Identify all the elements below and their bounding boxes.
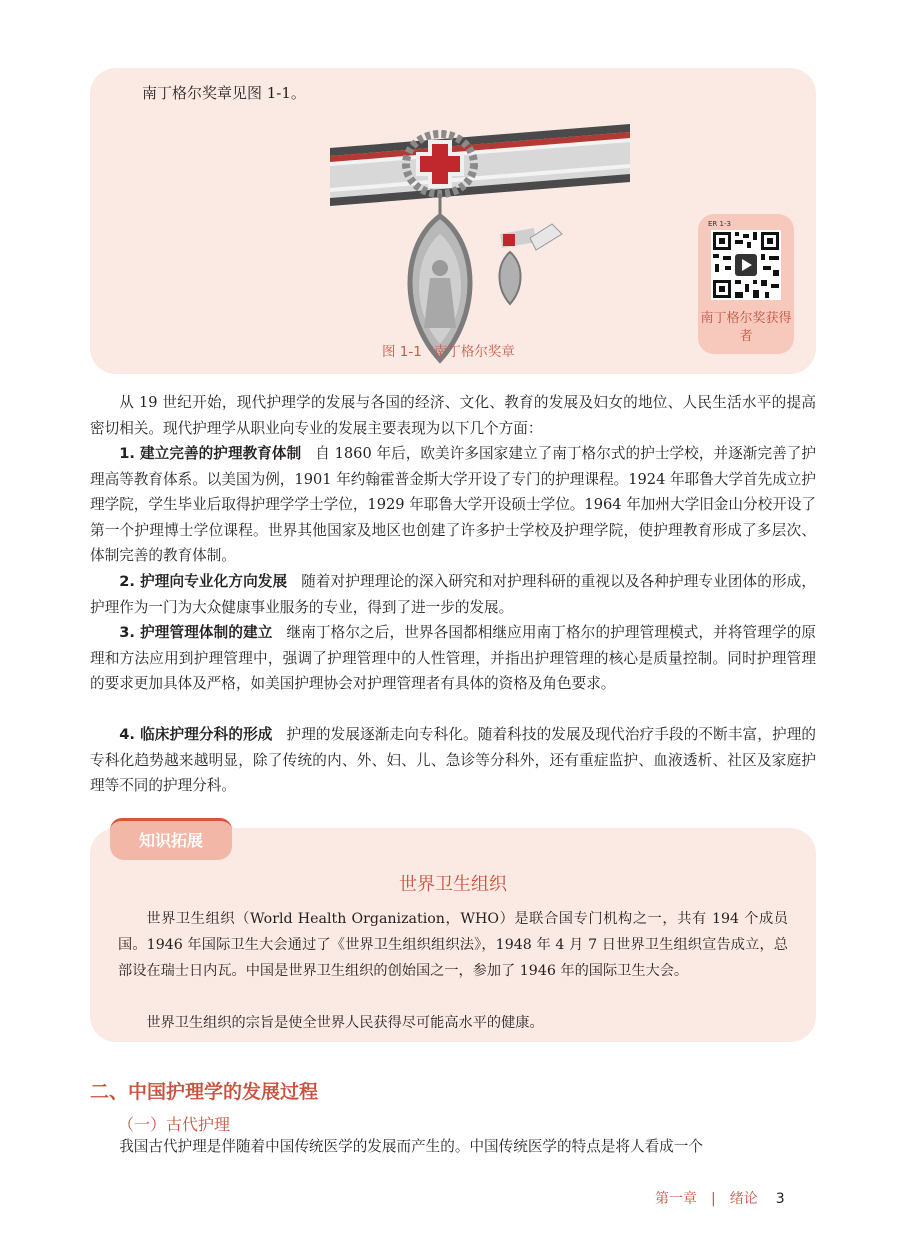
footer-title: 绪论 xyxy=(729,1191,758,1207)
body-item-3 xyxy=(90,620,816,697)
item-2-text: 随着对护理理论的深入研究和对护理科研的重视以及各种护理专业团体的形成，护理作为一门为大众健康事业服务的专业，得到了进一步的发展。 xyxy=(90,573,816,616)
item-3-title: 3. 护理管理体制的建立 xyxy=(119,624,273,641)
body-item-4 xyxy=(90,722,816,799)
wreath-cross-icon xyxy=(406,134,474,194)
item-4-title: 4. 临床护理分科的形成 xyxy=(119,726,273,743)
body-item-1 xyxy=(90,441,816,569)
medal-ribbon xyxy=(330,124,630,206)
item-1-title: 1. 建立完善的护理教育体制 xyxy=(119,445,302,462)
section-heading: 二、中国护理学的发展过程 xyxy=(90,1081,319,1103)
footer-separator: | xyxy=(711,1191,716,1207)
knowledge-paragraph-2: 世界卫生组织的宗旨是使全世界人民获得尽可能高水平的健康。 xyxy=(146,1015,544,1031)
knowledge-box xyxy=(90,828,816,1042)
body-paragraph-intro: 从 19 世纪开始，现代护理学的发展与各国的经济、文化、教育的发展及妇女的地位、人民生活水平的提高密切相关。现代护理学从职业向专业的发展主要表现为以下几个方面： xyxy=(90,394,816,437)
item-2-title: 2. 护理向专业化方向发展 xyxy=(119,573,288,590)
footer-chapter: 第一章 xyxy=(655,1191,697,1207)
figure-box xyxy=(90,68,816,374)
page-footer xyxy=(655,1188,785,1208)
qr-code-caption: 南丁格尔奖获得者 xyxy=(700,311,792,344)
item-3-text: 继南丁格尔之后，世界各国都相继应用南丁格尔的护理管理模式，并将管理学的原理和方法应用到护理管理中，强调了护理管理中的人性管理，并指出护理管理的核心是质量控制。同时护理管理的要求更加具体及严格，如美国护理协会对护理管理者有具体的资格及角色要求。 xyxy=(90,624,816,692)
knowledge-tab: 知识拓展 xyxy=(110,818,232,860)
page-number: 3 xyxy=(775,1191,785,1207)
figure-caption-text: 南丁格尔奖章 xyxy=(433,344,515,360)
qr-code-icon[interactable] xyxy=(711,230,781,300)
qr-code-card[interactable] xyxy=(698,214,794,354)
knowledge-title: 世界卫生组织 xyxy=(399,874,507,895)
knowledge-paragraph-1: 世界卫生组织（World Health Organization，WHO）是联合国专门机构之一，共有 194 个成员国。1946 年国际卫生大会通过了《世界卫生组织组织法》，1948 年 4 月 7 日世界卫生组织宣告成立，总部设在瑞士日内瓦。中国是世界卫生组织的创始国之一，参加了 1946 年的国际卫生大会。 xyxy=(118,911,788,979)
figure-caption xyxy=(382,340,515,360)
qr-code-label: ER 1-3 xyxy=(708,220,731,228)
miniature-medal xyxy=(500,224,563,304)
figure-intro-text: 南丁格尔奖章见图 1-1。 xyxy=(142,84,306,102)
subsection-heading: （一）古代护理 xyxy=(118,1115,231,1134)
item-4-text: 护理的发展逐渐走向专科化。随着科技的发展及现代治疗手段的不断丰富，护理的专科化趋势越来越明显，除了传统的内、外、妇、儿、急诊等分科外，还有重症监护、血液透析、社区及家庭护理等不同的护理分科。 xyxy=(90,726,816,794)
body-item-2 xyxy=(90,569,816,620)
figure-caption-number: 图 1-1 xyxy=(382,344,422,360)
section-paragraph: 我国古代护理是伴随着中国传统医学的发展而产生的。中国传统医学的特点是将人看成一个 xyxy=(119,1138,703,1155)
item-1-text: 自 1860 年后，欧美许多国家建立了南丁格尔式的护士学校，并逐渐完善了护理高等教育体系。以美国为例，1901 年约翰霍普金斯大学开设了专门的护理课程。1924 年耶鲁大学首先成立护理学院，学生毕业后取得护理学学士学位，1929 年耶鲁大学开设硕士学位。1964 年加州大学旧金山分校开设了第一个护理博士学位课程。世界其他国家及地区也创建了许多护士学校及护理学院，使护理教育形成了多层次、体制完善的教育体制。 xyxy=(90,445,817,564)
medal-pendant xyxy=(410,216,470,360)
